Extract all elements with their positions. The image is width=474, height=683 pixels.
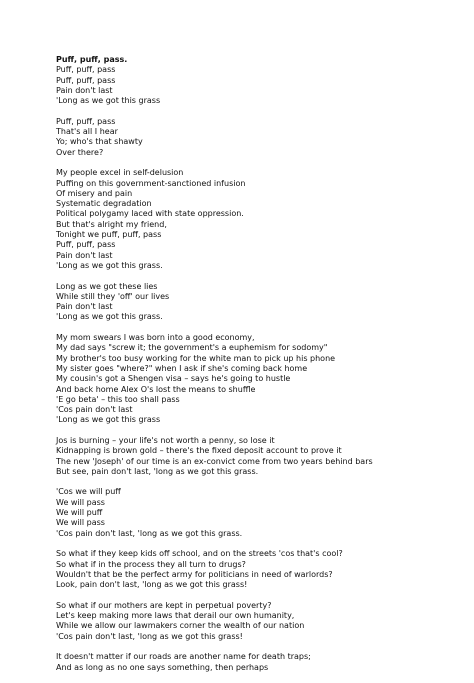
poem-line: 'Long as we got this grass. xyxy=(56,312,163,322)
stanza xyxy=(56,652,456,673)
poem-line: While we allow our lawmakers corner the wealth of our nation xyxy=(56,621,305,631)
poem-line: Puff, puff, pass xyxy=(56,240,116,250)
poem-line: Let's keep making more laws that derail our own humanity, xyxy=(56,611,295,621)
poem-line: My cousin's got a Shengen visa – says he's going to hustle xyxy=(56,374,291,384)
poem-line: My brother's too busy working for the white man to pick up his phone xyxy=(56,353,336,363)
stanza xyxy=(56,487,456,538)
poem-line: 'Cos pain don't last xyxy=(56,405,133,415)
poem-line: We will puff xyxy=(56,508,103,518)
poem-body xyxy=(56,55,456,683)
poem-line: Kidnapping is brown gold – there's the fixed deposit account to prove it xyxy=(56,446,342,456)
poem-line: 'Cos we will puff xyxy=(56,487,121,497)
poem-line: 'Long as we got this grass. xyxy=(56,260,163,270)
poem-line: My people excel in self-delusion xyxy=(56,168,184,178)
poem-line: Yo; who's that shawty xyxy=(56,137,143,147)
poem-line: My sister goes "where?" when I ask if she's coming back home xyxy=(56,363,308,373)
poem-line: And back home Alex O's lost the means to shuffle xyxy=(56,384,256,394)
poem-line: So what if they keep kids off school, and on the streets 'cos that's cool? xyxy=(56,549,343,559)
poem-line: Pain don't last xyxy=(56,250,113,260)
poem-line: 'Long as we got this grass xyxy=(56,415,161,425)
poem-line: Long as we got these lies xyxy=(56,281,158,291)
poem-line: So what if in the process they all turn to drugs? xyxy=(56,559,246,569)
stanza xyxy=(56,168,456,271)
stanza xyxy=(56,601,456,642)
stanza xyxy=(56,282,456,323)
poem-line: Over there? xyxy=(56,147,104,157)
stanza xyxy=(56,117,456,158)
stanza xyxy=(56,436,456,477)
poem-line: That's all I hear xyxy=(56,127,118,137)
poem-line: We will pass xyxy=(56,497,105,507)
poem-title: Puff, puff, pass. xyxy=(56,55,128,64)
poem-line: Jos is burning – your life's not worth a penny, so lose it xyxy=(56,435,275,445)
poem-line: We will pass xyxy=(56,518,105,528)
poem-line: Political polygamy laced with state oppression. xyxy=(56,209,244,219)
poem-line: Puffing on this government-sanctioned infusion xyxy=(56,178,246,188)
poem-line: 'Cos pain don't last, 'long as we got this grass. xyxy=(56,528,243,538)
poem-line: Look, pain don't last, 'long as we got this grass! xyxy=(56,580,248,590)
poem-line: The new 'Joseph' of our time is an ex-convict come from two years behind bars xyxy=(56,456,373,466)
poem-line: My dad says "screw it; the government's a euphemism for sodomy" xyxy=(56,343,328,353)
poem-line: Puff, puff, pass xyxy=(56,65,116,75)
poem-line: It doesn't matter if our roads are another name for death traps; xyxy=(56,652,311,662)
poem-line: My mom swears I was born into a good economy, xyxy=(56,333,255,343)
poem-line: 'Cos pain don't last, 'long as we got this grass! xyxy=(56,631,243,641)
poem-line: 'E go beta' – this too shall pass xyxy=(56,394,180,404)
poem-line: But see, pain don't last, 'long as we got this grass. xyxy=(56,466,259,476)
poem-line: Systematic degradation xyxy=(56,199,152,209)
poem-line: But that's alright my friend, xyxy=(56,219,167,229)
poem-line: Tonight we puff, puff, pass xyxy=(56,230,162,240)
stanza xyxy=(56,65,456,106)
poem-line: So what if our mothers are kept in perpetual poverty? xyxy=(56,600,272,610)
poem-line: Puff, puff, pass xyxy=(56,116,116,126)
stanza xyxy=(56,333,456,426)
poem-line: Puff, puff, pass xyxy=(56,75,116,85)
poem-line: While still they 'off' our lives xyxy=(56,291,170,301)
poem-line: Pain don't last xyxy=(56,85,113,95)
stanza xyxy=(56,549,456,590)
poem-line: And as long as no one says something, then perhaps xyxy=(56,662,269,672)
poem-line: Wouldn't that be the perfect army for politicians in need of warlords? xyxy=(56,569,333,579)
poem-line: Pain don't last xyxy=(56,302,113,312)
poem-line: Of misery and pain xyxy=(56,188,133,198)
poem-line: 'Long as we got this grass xyxy=(56,96,161,106)
